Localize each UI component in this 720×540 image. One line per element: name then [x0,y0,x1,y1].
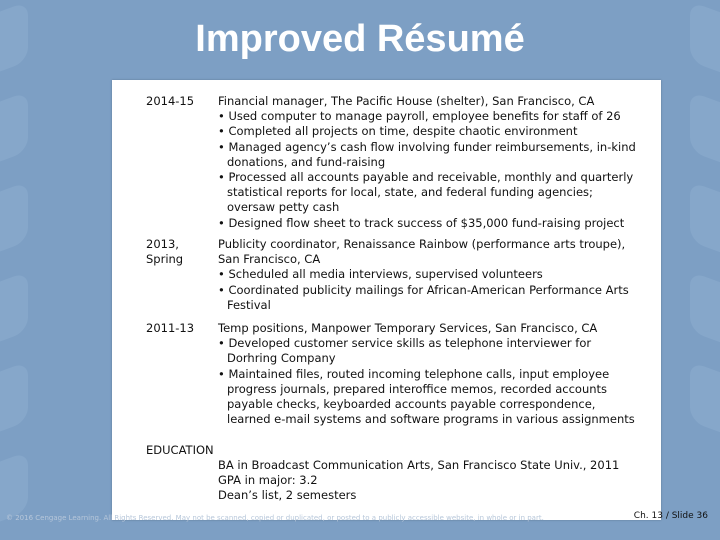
education-body [218,458,638,504]
entry-date: 2013, Spring [146,237,184,267]
entry-heading: Temp positions, Manpower Temporary Services, San Francisco, CA [218,321,598,335]
background-shape [690,361,720,438]
background-shape [690,91,720,168]
entry-bullet: • Coordinated publicity mailings for African-American Performance Arts Festival [218,283,638,313]
education-line: Dean’s list, 2 semesters [218,488,357,503]
resume-card [112,80,661,520]
entry-heading: Financial manager, The Pacific House (shelter), San Francisco, CA [218,94,595,108]
background-shape [0,91,28,168]
entry-bullet: • Completed all projects on time, despite chaotic environment [218,124,638,139]
background-shape [0,181,28,258]
education-label: EDUCATION [146,443,214,457]
copyright-notice: © 2016 Cengage Learning. All Rights Reserved. May not be scanned, copied or duplicated, or posted to a publicly accessible website, in whole or in part. [6,514,544,522]
entry-date: 2014-15 [146,94,195,108]
entry-body [218,237,638,313]
entry-bullet: • Managed agency’s cash flow involving funder reimbursements, in-kind donations, and fund-raising [218,140,638,170]
background-shape [0,361,28,438]
entry-bullet: • Designed flow sheet to track success of $35,000 fund-raising project [218,216,638,231]
entry-body [218,94,638,231]
entry-body [218,321,638,427]
background-shape [0,271,28,348]
entry-bullet: • Scheduled all media interviews, supervised volunteers [218,267,638,282]
background-shape [690,271,720,348]
entry-bullet: • Maintained files, routed incoming telephone calls, input employee progress journals, prepared interoffice memos, recorded accounts payable checks, keyboarded accounts payable correspondence, learned e-mail systems and software programs in various assignments [218,367,638,428]
education-line: GPA in major: 3.2 [218,473,318,488]
slide-number: Ch. 13 / Slide 36 [633,511,708,521]
entry-bullet: • Processed all accounts payable and receivable, monthly and quarterly statistical reports for local, state, and federal funding agencies; oversaw petty cash [218,170,638,216]
slide-title: Improved Résumé [195,18,525,60]
entry-bullet: • Used computer to manage payroll, employee benefits for staff of 26 [218,109,638,124]
entry-heading: Publicity coordinator, Renaissance Rainbow (performance arts troupe), San Francisco, CA [218,237,626,267]
entry-bullet: • Developed customer service skills as telephone interviewer for Dorhring Company [218,336,638,366]
entry-date: 2011-13 [146,321,195,335]
background-shape [690,181,720,258]
education-line: BA in Broadcast Communication Arts, San Francisco State Univ., 2011 [218,458,620,472]
